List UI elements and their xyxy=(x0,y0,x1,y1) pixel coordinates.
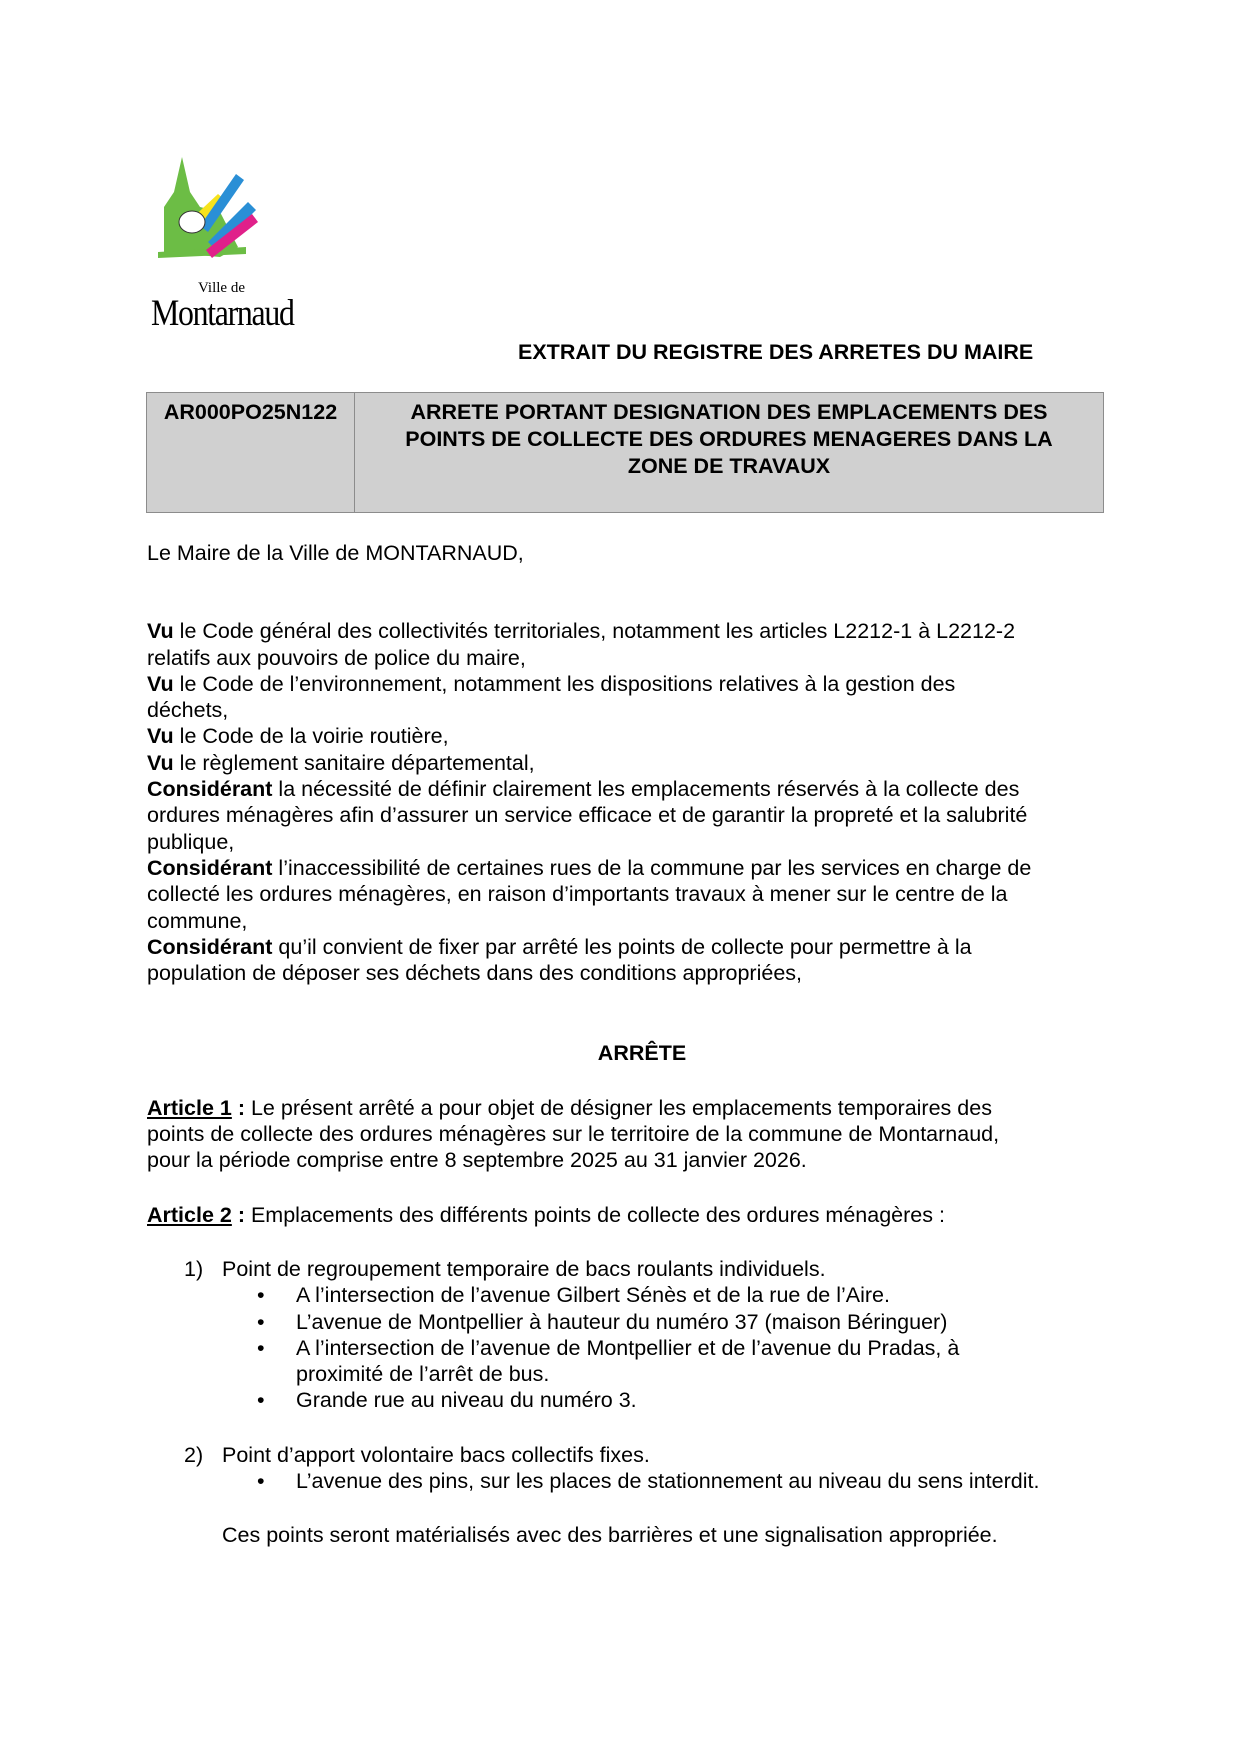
consideration-vu-reglement xyxy=(147,750,1097,776)
article-2-text: Emplacements des différents points de collecte des ordures ménagères : xyxy=(250,1202,945,1227)
article-1-label: Article 1 xyxy=(147,1095,232,1120)
consideration-text: relatifs aux pouvoirs de police du maire, xyxy=(147,645,526,670)
consideration-vu-cgct xyxy=(147,618,1097,671)
arrete-title xyxy=(355,393,1104,513)
intro-line: Le Maire de la Ville de MONTARNAUD, xyxy=(147,541,524,565)
list-item xyxy=(147,1335,1097,1388)
consideration-text: le Code de la voirie routière, xyxy=(173,724,449,749)
list-item xyxy=(147,1387,1097,1413)
consideration-necessite xyxy=(147,776,1097,855)
consideration-text: la nécessité de définir clairement les emplacements réservés à la collecte des xyxy=(272,777,1020,802)
consideration-keyword: Vu xyxy=(147,619,174,644)
article-1-text: pour la période comprise entre 8 septembre 2025 au 31 janvier 2026. xyxy=(147,1148,807,1173)
arrete-reference: AR000PO25N122 xyxy=(147,393,355,513)
closing-line: Ces points seront matérialisés avec des barrières et une signalisation appropriée. xyxy=(222,1523,998,1548)
consideration-text: collecté les ordures ménagères, en raison d’importants travaux à mener sur le centre de la xyxy=(147,882,1008,907)
arrete-title-line: ARRETE PORTANT DESIGNATION DES EMPLACEMENTS DES xyxy=(410,400,1048,424)
section-2 xyxy=(147,1442,1097,1468)
list-item xyxy=(147,1282,1097,1308)
consideration-keyword: Vu xyxy=(147,724,174,749)
consideration-text: l’inaccessibilité de certaines rues de la commune par les services en charge de xyxy=(272,855,1032,880)
section-number: 1) xyxy=(184,1256,204,1281)
section-title: Point d’apport volontaire bacs collectifs fixes. xyxy=(222,1442,650,1467)
list-item xyxy=(147,1309,1097,1335)
consideration-vu-environnement xyxy=(147,671,1097,724)
logo-ville-text: Ville de xyxy=(198,280,245,296)
consideration-text: ordures ménagères afin d’assurer un service efficace et de garantir la propreté et la salubrité xyxy=(147,803,1028,828)
article-1 xyxy=(147,1095,1097,1174)
section-2-list xyxy=(147,1468,1097,1494)
article-1-text: points de collecte des ordures ménagères sur le territoire de la commune de Montarnaud, xyxy=(147,1122,1000,1147)
section-title: Point de regroupement temporaire de bacs roulants individuels. xyxy=(222,1256,826,1281)
consideration-keyword: Considérant xyxy=(147,855,273,880)
consideration-text: commune, xyxy=(147,908,248,933)
article-2-label: Article 2 xyxy=(147,1202,232,1227)
list-item-text: L’avenue de Montpellier à hauteur du numéro 37 (maison Béringuer) xyxy=(296,1309,948,1334)
arrete-heading: ARRÊTE xyxy=(597,1041,687,1066)
list-item-text: A l’intersection de l’avenue Gilbert Sénès et de la rue de l’Aire. xyxy=(296,1283,890,1308)
registre-heading: EXTRAIT DU REGISTRE DES ARRETES DU MAIRE xyxy=(518,340,1034,364)
montarnaud-logo xyxy=(148,152,298,334)
list-item-text: Grande rue au niveau du numéro 3. xyxy=(296,1388,637,1413)
consideration-inaccessibilite xyxy=(147,855,1097,934)
consideration-keyword: Vu xyxy=(147,750,174,775)
consideration-text: le Code général des collectivités territoriales, notamment les articles L2212-1 à L2212-2 xyxy=(173,619,1016,644)
article-separator: : xyxy=(231,1095,251,1120)
considerations xyxy=(147,618,1097,986)
article-2 xyxy=(147,1202,1097,1228)
section-1 xyxy=(147,1256,1097,1282)
consideration-text: publique, xyxy=(147,829,235,854)
consideration-keyword: Considérant xyxy=(147,777,273,802)
document-body xyxy=(147,540,1097,1549)
consideration-keyword: Vu xyxy=(147,671,174,696)
article-1-text: Le présent arrêté a pour objet de désigner les emplacements temporaires des xyxy=(250,1095,992,1120)
consideration-vu-voirie xyxy=(147,723,1097,749)
consideration-fixer-points xyxy=(147,934,1097,987)
consideration-text: le règlement sanitaire départemental, xyxy=(173,750,535,775)
list-item xyxy=(147,1468,1097,1494)
logo-town-name: Montarnaud xyxy=(151,293,294,334)
consideration-text: le Code de l’environnement, notamment les dispositions relatives à la gestion des xyxy=(173,671,956,696)
article-separator: : xyxy=(231,1202,251,1227)
arrete-title-line: POINTS DE COLLECTE DES ORDURES MENAGERES DANS LA xyxy=(405,427,1053,451)
consideration-text: qu’il convient de fixer par arrêté les points de collecte pour permettre à la xyxy=(272,934,972,959)
arrete-title-line: ZONE DE TRAVAUX xyxy=(627,454,831,478)
consideration-keyword: Considérant xyxy=(147,934,273,959)
section-1-list xyxy=(147,1282,1097,1413)
section-number: 2) xyxy=(184,1442,204,1467)
consideration-text: population de déposer ses déchets dans des conditions appropriées, xyxy=(147,961,803,986)
list-item-text: A l’intersection de l’avenue de Montpellier et de l’avenue du Pradas, à xyxy=(296,1335,960,1360)
consideration-text: déchets, xyxy=(147,698,229,723)
list-item-text: proximité de l’arrêt de bus. xyxy=(296,1362,550,1387)
montarnaud-emblem-icon xyxy=(148,152,268,277)
arrete-header-table xyxy=(146,392,1104,513)
list-item-text: L’avenue des pins, sur les places de stationnement au niveau du sens interdit. xyxy=(296,1469,1040,1494)
